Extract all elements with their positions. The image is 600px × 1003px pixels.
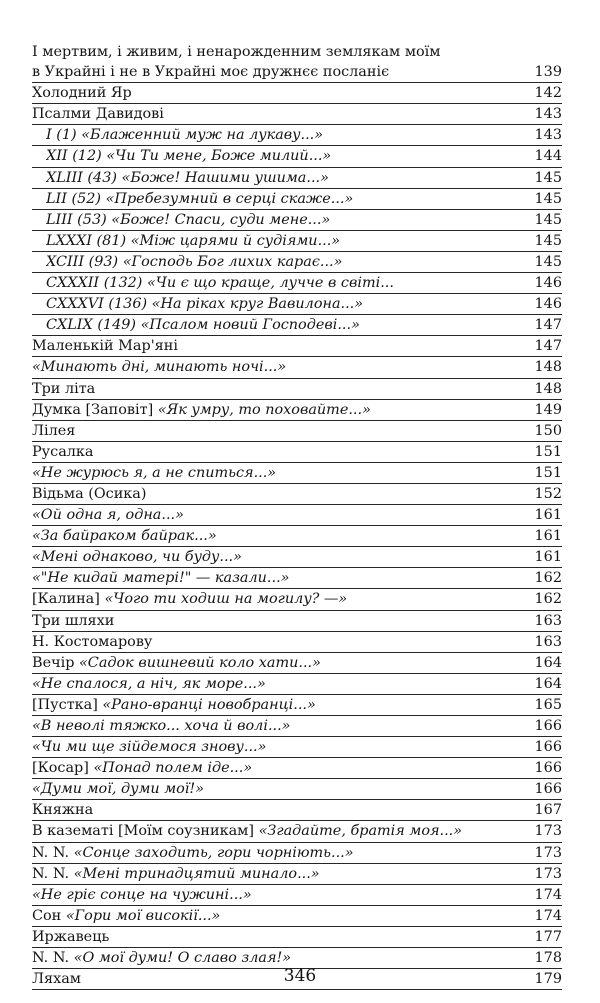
toc-entry [32, 294, 562, 315]
toc-entry [32, 315, 562, 336]
toc-entry [32, 210, 562, 231]
toc-entry-title [46, 146, 529, 166]
toc-entry-title [46, 210, 529, 230]
toc-entry-page: 150 [534, 422, 562, 439]
toc-entry-page: 149 [534, 401, 562, 418]
toc-entry-label: Вечір [32, 654, 79, 671]
toc-entry-incipit: «Сонце заходить, гори чорніють...» [73, 844, 354, 861]
toc-entry-label: Ляхам [32, 971, 81, 988]
toc-entry-title [32, 83, 529, 103]
toc-entry [32, 632, 562, 653]
toc-entry-label: Иржавець [32, 928, 110, 945]
toc-entry-label: Відьма (Осика) [32, 485, 147, 502]
toc-entry-page: 162 [534, 570, 562, 587]
toc-entry-title [46, 294, 529, 314]
toc-entry-incipit: LII (52) «Пребезумний в серці скаже...» [46, 190, 354, 207]
toc-entry-label: N. N. [32, 844, 74, 861]
toc-entry [32, 336, 562, 357]
toc-entry [32, 758, 562, 779]
toc-entry [32, 779, 562, 800]
toc-entry-incipit: «Як умру, то поховайте...» [157, 401, 371, 418]
toc-entry [32, 400, 562, 421]
toc-entry-page: 161 [534, 549, 562, 566]
toc-entry-page: 148 [534, 359, 562, 376]
toc-entry-incipit: «О мої думи! О славо злая!» [73, 950, 292, 967]
toc-entry [32, 463, 562, 484]
toc-entry-page: 163 [534, 633, 562, 650]
toc-entry-incipit: CXXXVI (136) «На ріках круг Вавилона...» [46, 296, 364, 313]
toc-entry [32, 231, 562, 252]
toc-entry-title [32, 442, 529, 462]
toc-entry-title [32, 42, 556, 62]
toc-entry-title [32, 821, 529, 841]
toc-entry [32, 800, 562, 821]
toc-entry [32, 42, 562, 62]
toc-entry [32, 526, 562, 547]
toc-entry [32, 589, 562, 610]
toc-entry-incipit: І (1) «Блаженний муж на лукаву...» [46, 127, 324, 144]
toc-entry-label: І мертвим, і живим, і ненарожденним землякам моїм [32, 44, 441, 60]
toc-entry-page: 167 [534, 802, 562, 819]
toc-entry-incipit: CXXXII (132) «Чи є що краще, лучче в світі... [46, 275, 394, 292]
page-number: 346 [283, 966, 317, 986]
toc-entry [32, 125, 562, 146]
toc-entry-incipit: «В неволі тяжко... хоча й волі...» [32, 718, 291, 734]
toc-entry [32, 716, 562, 737]
toc-entry-title [46, 231, 529, 251]
toc-entry-page: 146 [534, 275, 562, 292]
toc-entry [32, 146, 562, 167]
toc-entry-title [32, 737, 529, 757]
toc-entry-label: Псалми Давидові [32, 106, 164, 123]
toc-entry-label: N. N. [32, 950, 74, 967]
toc-entry [32, 927, 562, 948]
toc-entry-title [32, 800, 529, 820]
toc-entry-page: 177 [534, 928, 562, 945]
toc-entry-label: Холодний Яр [32, 85, 132, 102]
toc-entry-label: Лілея [32, 422, 76, 439]
toc-entry-title [32, 484, 529, 504]
toc-entry-page: 148 [534, 380, 562, 397]
toc-entry-title [32, 611, 529, 631]
toc-entry-title [32, 632, 529, 652]
toc-entry-incipit: «Понад полем іде...» [93, 760, 253, 777]
toc-entry-label: Думка [Заповіт] [32, 401, 158, 418]
toc-entry-page: 144 [534, 148, 562, 165]
toc-entry-page: 174 [534, 886, 562, 903]
toc-entry-label: N. N. [32, 865, 74, 882]
toc-entry-title [32, 695, 529, 715]
toc-entry-page: 145 [534, 211, 562, 228]
toc-entry [32, 653, 562, 674]
toc-entry-incipit: XLIII (43) «Боже! Нашими ушима...» [46, 169, 329, 186]
toc-entry-title [32, 589, 529, 609]
toc-entry-page: 151 [534, 443, 562, 460]
toc-entry-title [32, 779, 529, 799]
toc-entry-page: 166 [534, 781, 562, 798]
toc-entry [32, 168, 562, 189]
toc-entry-title [46, 252, 529, 272]
toc-entry-label: Три шляхи [32, 612, 115, 629]
toc-entry-label: Маленькій Мар'яні [32, 338, 178, 355]
toc-entry-title [32, 716, 529, 736]
toc-entry-incipit: «Не журюсь я, а не спиться...» [32, 464, 277, 481]
toc-entry-page: 145 [534, 169, 562, 186]
toc-entry-page: 179 [534, 971, 562, 988]
toc-entry [32, 62, 562, 83]
toc-entry-page: 146 [534, 296, 562, 313]
toc-entry-title [32, 674, 529, 694]
toc-entry-page: 147 [534, 338, 562, 355]
toc-entry-incipit: XCIII (93) «Господь Бог лихих карає...» [46, 253, 343, 270]
toc-entry-title [46, 189, 529, 209]
toc-entry-page: 174 [534, 907, 562, 924]
toc-entry-incipit: «Думи мої, думи мої!» [32, 781, 204, 798]
toc-entry-title [32, 568, 529, 588]
toc-entry [32, 252, 562, 273]
toc-entry-incipit: «Не гріє сонце на чужині...» [32, 886, 252, 903]
toc-entry-page: 161 [534, 528, 562, 545]
toc-entry-title [32, 526, 529, 546]
toc-entry-label: [Калина] [32, 591, 105, 608]
toc-entry-incipit: «Чого ти ходиш на могилу? —» [104, 591, 348, 608]
toc-entry-incipit: «Рано-вранці новобранці...» [102, 696, 316, 713]
toc-entry-incipit: «Не спалося, а ніч, як море...» [32, 675, 266, 692]
toc-entry [32, 821, 562, 842]
toc-entry-incipit: ХІІ (12) «Чи Ти мене, Боже милий...» [46, 148, 332, 165]
toc-entry-incipit: «Садок вишневий коло хати...» [79, 654, 321, 671]
toc-entry [32, 484, 562, 505]
toc-entry-title [32, 843, 529, 863]
toc-entry-page: 143 [534, 106, 562, 123]
toc-entry-title [32, 336, 529, 356]
toc-entry [32, 843, 562, 864]
toc-entry-page: 152 [534, 485, 562, 502]
toc-entry-page: 166 [534, 739, 562, 756]
toc-entry-title [32, 104, 529, 124]
toc-entry-incipit: «"Не кидай матері!" — казали...» [32, 570, 290, 587]
toc-entry-incipit: «Мені однаково, чи буду...» [32, 549, 242, 566]
toc-entry [32, 885, 562, 906]
toc-entry-title [46, 125, 529, 145]
toc-entry [32, 273, 562, 294]
toc-entry-label: в Украйні і не в Украйні моє дружнєє посланіє [32, 64, 390, 81]
toc-entry-title [32, 357, 529, 377]
toc-entry-page: 142 [534, 85, 562, 102]
toc-entry-page: 145 [534, 253, 562, 270]
toc-entry-title [46, 273, 529, 293]
toc-entry-title [46, 315, 529, 335]
toc-entry-page: 151 [534, 464, 562, 481]
toc-entry-title [32, 906, 529, 926]
toc-entry-page: 143 [534, 127, 562, 144]
toc-entry-page: 164 [534, 675, 562, 692]
toc-entry-page: 173 [534, 865, 562, 882]
toc-entry-label: Сон [32, 907, 66, 924]
toc-entry-label: Княжна [32, 802, 94, 819]
toc-entry-page: 161 [534, 507, 562, 524]
toc-entry [32, 695, 562, 716]
toc-entry [32, 906, 562, 927]
toc-entry-title [32, 62, 529, 82]
toc-entry-title [32, 547, 529, 567]
toc-entry-title [32, 653, 529, 673]
toc-entry [32, 104, 562, 125]
toc-entry [32, 379, 562, 400]
toc-entry-page: 166 [534, 760, 562, 777]
toc-entry-page: 162 [534, 591, 562, 608]
toc-entry-incipit: «Мені тринадцятий минало...» [73, 865, 320, 882]
toc-entry [32, 442, 562, 463]
toc-entry [32, 611, 562, 632]
toc-entry [32, 357, 562, 378]
toc-entry-page: 165 [534, 696, 562, 713]
toc-entry [32, 674, 562, 695]
toc-entry-label: Н. Костомарову [32, 633, 153, 650]
toc-entry [32, 737, 562, 758]
toc-entry-page: 147 [534, 317, 562, 334]
toc-entry-title [32, 864, 529, 884]
toc-entry-title [32, 505, 529, 525]
toc-entry-incipit: «Чи ми ще зійдемося знову...» [32, 739, 267, 756]
toc-entry-page: 164 [534, 654, 562, 671]
toc-entry-incipit: «Згадайте, братія моя...» [258, 823, 463, 840]
toc-entry [32, 83, 562, 104]
toc-entry-title [32, 758, 529, 778]
toc-entry-page: 145 [534, 232, 562, 249]
toc-entry-incipit: «Гори мої високії...» [65, 907, 221, 924]
toc-entry [32, 864, 562, 885]
toc-entry [32, 505, 562, 526]
toc-entry [32, 421, 562, 442]
toc-entry-label: [Косар] [32, 760, 94, 777]
toc-entry-label: [Пустка] [32, 696, 103, 713]
table-of-contents [32, 42, 562, 990]
toc-entry-label: Три літа [32, 380, 96, 397]
toc-entry-incipit: CXLIX (149) «Псалом новий Господеві...» [46, 317, 360, 334]
toc-entry-page: 173 [534, 844, 562, 861]
toc-entry-title [32, 421, 529, 441]
toc-entry-title [32, 885, 529, 905]
toc-entry-page: 173 [534, 823, 562, 840]
toc-entry-page: 178 [534, 950, 562, 967]
toc-entry-page: 145 [534, 190, 562, 207]
toc-entry-incipit: «Ой одна я, одна...» [32, 507, 184, 524]
toc-entry-title [32, 927, 529, 947]
toc-entry-page: 163 [534, 612, 562, 629]
toc-entry [32, 547, 562, 568]
toc-entry-title [46, 168, 529, 188]
toc-entry-label: Русалка [32, 443, 94, 460]
toc-entry-page: 166 [534, 718, 562, 734]
toc-entry [32, 568, 562, 589]
toc-entry-incipit: «Минають дні, минають ночі...» [32, 359, 287, 376]
toc-entry-label: В казематі [Моїм соузникам] [32, 823, 259, 840]
toc-entry-title [32, 379, 529, 399]
toc-entry-title [32, 400, 529, 420]
toc-entry-incipit: «За байраком байрак...» [32, 528, 217, 545]
toc-entry-page: 139 [534, 64, 562, 81]
toc-entry-incipit: LXXXI (81) «Між царями й судіями...» [46, 232, 341, 249]
toc-entry-title [32, 463, 529, 483]
toc-entry-incipit: LIII (53) «Боже! Спаси, суди мене...» [46, 211, 331, 228]
toc-entry [32, 189, 562, 210]
